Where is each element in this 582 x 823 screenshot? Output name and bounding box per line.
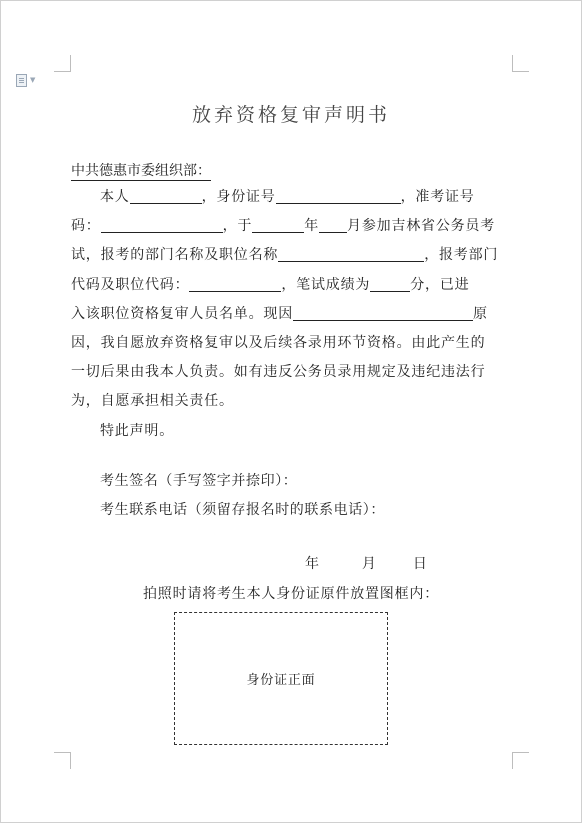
line-text: ，笔试成绩为 [281, 276, 371, 293]
line-text: ，身份证号 [201, 189, 276, 205]
body-line-8: 为，自愿承担相关责任。 [71, 393, 234, 410]
body-line-5 [71, 300, 521, 329]
line-text: ，于 [222, 218, 253, 235]
photo-instruction: 拍照时请将考生本人身份证原件放置图框内： [143, 586, 439, 602]
line-text: 码： [71, 218, 101, 235]
year-blank[interactable] [252, 216, 304, 233]
body-line-3 [71, 241, 521, 270]
chevron-down-icon: ▼ [30, 76, 36, 84]
position-name-blank[interactable] [278, 245, 424, 262]
month-blank[interactable] [319, 216, 347, 233]
line-text: 原 [473, 305, 488, 322]
line-text: ，准考证号 [400, 189, 475, 205]
body-line-1 [71, 183, 521, 212]
body-line-4 [71, 271, 521, 300]
line-text: 月参加吉林省公务员考 [347, 218, 496, 235]
document-title: 放弃资格复审声明书 [191, 104, 390, 126]
declaration-body [71, 183, 521, 446]
score-blank[interactable] [370, 275, 410, 292]
line-text: 入该职位资格复审人员名单。现因 [71, 305, 293, 322]
line-text: ，报考部门 [424, 247, 499, 264]
reason-blank[interactable] [293, 304, 473, 321]
date-month: 月 [361, 556, 376, 572]
salutation [71, 160, 211, 180]
line-text: 代码及职位代码： [71, 276, 190, 293]
document-icon [16, 74, 27, 87]
id-number-blank[interactable] [276, 187, 401, 204]
id-card-label: 身份证正面 [246, 673, 316, 688]
line-text: 分，已进 [410, 276, 470, 293]
document-options-icon[interactable] [16, 74, 35, 87]
signature-label: 考生签名（手写签字并捺印）： [100, 473, 298, 489]
phone-label: 考生联系电话（须留存报名时的联系电话）： [100, 502, 385, 518]
line-text: 本人 [100, 189, 130, 205]
salutation-text: 中共德惠市委组织部： [71, 163, 211, 179]
name-blank[interactable] [130, 187, 202, 204]
crop-mark-bottom-left [54, 752, 71, 769]
body-line-9: 特此声明。 [100, 422, 174, 439]
date-year: 年 [305, 556, 319, 572]
body-line-6: 因，我自愿放弃资格复审以及后续各录用环节资格。由此产生的 [71, 335, 486, 352]
date-day: 日 [412, 556, 427, 572]
admission-number-blank[interactable] [101, 216, 223, 233]
crop-mark-top-right [512, 55, 529, 72]
position-code-blank[interactable] [189, 275, 281, 292]
line-text: 试，报考的部门名称及职位名称 [71, 247, 279, 264]
id-card-frame [174, 612, 388, 745]
date-line [305, 553, 427, 573]
line-text: 年 [304, 218, 320, 235]
body-line-7: 一切后果由我本人负责。如有违反公务员录用规定及违纪违法行 [71, 364, 486, 381]
crop-mark-top-left [54, 55, 71, 72]
crop-mark-bottom-right [512, 752, 529, 769]
body-line-2 [71, 212, 521, 241]
